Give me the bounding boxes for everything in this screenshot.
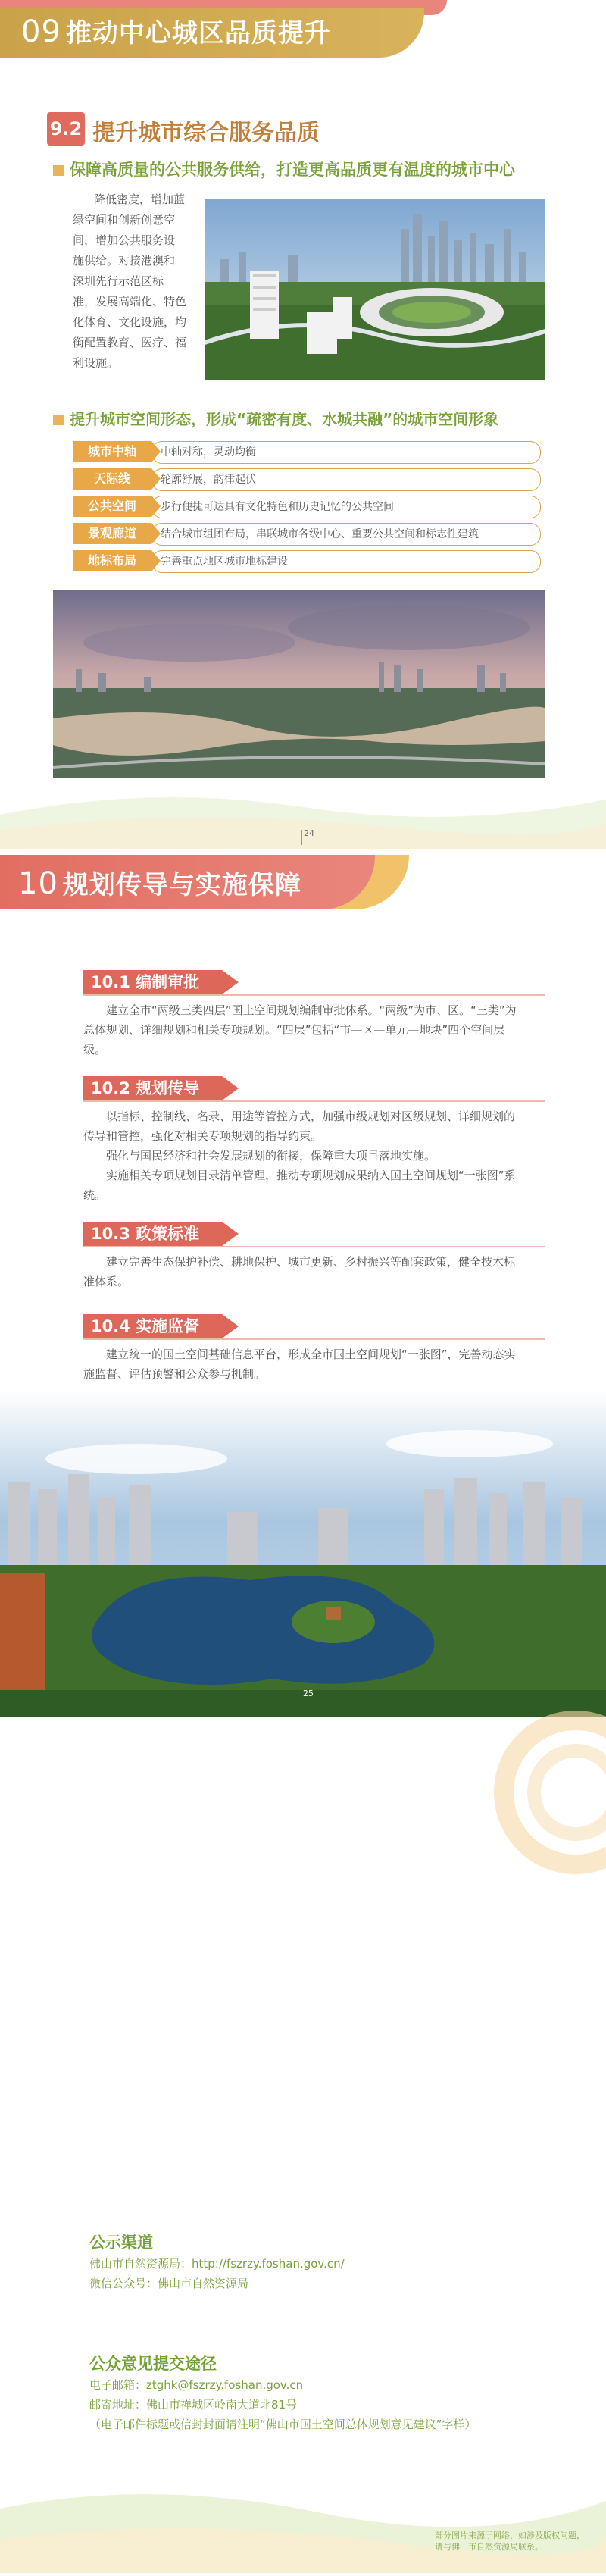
paragraph-line: 深圳先行示范区标 [73, 274, 164, 288]
subsection-101-tab: 10.1 编制审批 [83, 970, 222, 994]
tab-underline [83, 1338, 545, 1340]
paragraph-line: 衡配置教育、医疗、福 [73, 336, 187, 349]
subsection-102-tab: 10.2 规划传导 [83, 1076, 222, 1100]
body-paragraph: 建立统一的国土空间基础信息平台，形成全市国土空间规划“一张图”，完善动态实施监督、评估预警和公众参与机制。 [83, 1347, 516, 1381]
row-tag: 景观廊道 [73, 523, 152, 544]
decorative-wave [0, 2478, 606, 2573]
bullet-1-paragraph [73, 189, 194, 374]
row-text: 完善重点地区城市地标建设 [161, 556, 288, 568]
lake-park-aerial-photo [0, 1391, 606, 1717]
feedback-heading: 公众意见提交途径 [89, 2355, 217, 2373]
subsection-103-body [83, 1252, 523, 1291]
subsection-103-tab: 10.3 政策标准 [83, 1222, 222, 1246]
bullet-1-heading: 保障高质量的公共服务供给，打造更高品质更有温度的城市中心 [70, 161, 515, 179]
body-paragraph: 实施相关专项规划目录清单管理，推动专项规划成果纳入国土空间规划“一张图”系统。 [83, 1169, 516, 1202]
subsection-92-badge: 9.2 [47, 112, 85, 146]
page-number: 25 [303, 1689, 314, 1698]
decorative-wave [0, 784, 606, 849]
paragraph-line: 降低密度，增加蓝 [94, 192, 186, 206]
city-center-stadium-photo [205, 199, 545, 380]
decorative-rings [439, 1709, 606, 1883]
row-text: 结合城市组团布局，串联城市各级中心、重要公共空间和标志性建筑 [161, 528, 479, 540]
page-number: 24 [304, 828, 314, 838]
body-paragraph: 强化与国民经济和社会发展规划的衔接，保障重大项目落地实施。 [106, 1149, 436, 1163]
bullet-2-heading: 提升城市空间形态，形成“疏密有度、水城共融”的城市空间形象 [70, 410, 499, 428]
channel-lines [89, 2254, 345, 2293]
tab-underline [83, 1100, 545, 1102]
paragraph-line: 化体育、文化设施，均 [73, 315, 187, 329]
channel-wechat: 微信公众号：佛山市自然资源局 [89, 2277, 249, 2290]
feedback-lines [89, 2375, 476, 2434]
subsection-92-title: 提升城市综合服务品质 [92, 120, 320, 146]
row-text: 轮廓舒展，韵律起伏 [161, 474, 256, 486]
section-10-number: 10 [18, 866, 58, 901]
feedback-note: （电子邮件标题或信封封面请注明“佛山市国土空间总体规划意见建议”字样） [89, 2418, 476, 2431]
bullet-icon [53, 415, 64, 425]
row-tag: 天际线 [73, 468, 152, 490]
tab-underline [83, 994, 545, 996]
paragraph-line: 利设施。 [73, 356, 119, 370]
section-09-title-text: 推动中心城区品质提升 [65, 18, 331, 49]
credit-line: 部分图片来源于网络，如涉及版权问题， [435, 2531, 585, 2540]
feedback-email: 电子邮箱：ztghk@fszrzy.foshan.gov.cn [89, 2378, 304, 2392]
channel-website: 佛山市自然资源局：http://fszrzy.foshan.gov.cn/ [89, 2257, 345, 2271]
section-10-title-text: 规划传导与实施保障 [62, 870, 301, 900]
paragraph-line: 准，发展高端化、特色 [73, 295, 187, 308]
body-paragraph: 建立完善生态保护补偿、耕地保护、城市更新、乡村振兴等配套政策，健全技术标准体系。 [83, 1255, 516, 1288]
body-paragraph: 建立全市“两级三类四层”国土空间规划编制审批体系。“两级”为市、区。“三类”为总体规划、详细规划和相关专项规划。“四层”包括“市—区—单元—地块”四个空间层级。 [83, 1003, 517, 1056]
paragraph-line: 间，增加公共服务设 [73, 233, 176, 247]
tab-underline [83, 1246, 545, 1247]
subsection-104-body [83, 1344, 523, 1384]
body-paragraph: 以指标、控制线、名录、用途等管控方式，加强市级规划对区级规划、详细规划的传导和管控，强化对相关专项规划的指导约束。 [83, 1110, 516, 1143]
page-divider [301, 830, 302, 845]
section-10-title [18, 864, 301, 901]
river-panorama-photo [53, 590, 545, 778]
paragraph-line: 施供给。对接港澳和 [73, 254, 176, 268]
channel-heading: 公示渠道 [89, 2233, 153, 2252]
credit-line: 请与佛山市自然资源局联系。 [435, 2542, 543, 2552]
row-text: 中轴对称，灵动均衡 [161, 446, 256, 459]
section-09-number: 09 [21, 14, 61, 49]
section-09-title [21, 12, 331, 49]
subsection-101-body [83, 1000, 523, 1060]
image-credit-note [435, 2530, 585, 2553]
row-tag: 城市中轴 [73, 441, 152, 462]
row-tag: 地标布局 [73, 550, 152, 571]
bullet-icon [53, 165, 64, 176]
subsection-104-tab: 10.4 实施监督 [83, 1314, 222, 1338]
row-tag: 公共空间 [73, 496, 152, 517]
feedback-address: 邮寄地址：佛山市禅城区岭南大道北81号 [89, 2398, 298, 2412]
subsection-102-body [83, 1106, 523, 1205]
row-text: 步行便捷可达具有文化特色和历史记忆的公共空间 [161, 501, 394, 513]
paragraph-line: 绿空间和创新创意空 [73, 213, 176, 227]
